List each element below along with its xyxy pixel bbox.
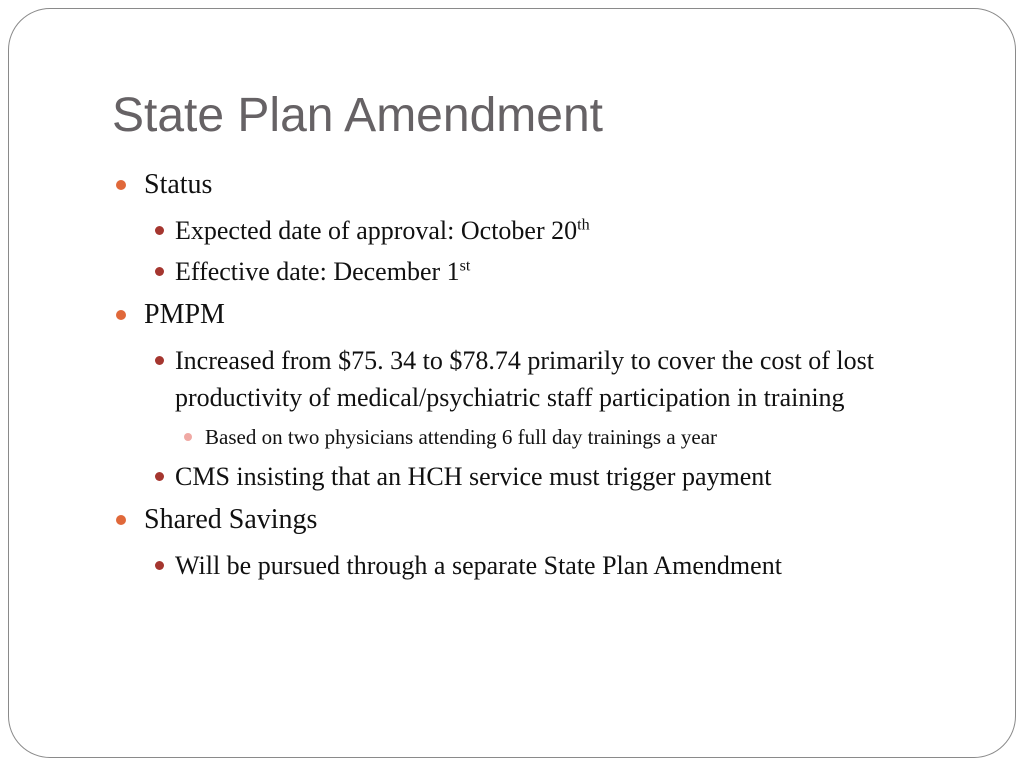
bullet-cms bbox=[112, 458, 972, 495]
bullet-shared-savings bbox=[112, 501, 972, 539]
bullet-dot-icon bbox=[116, 310, 126, 320]
bullet-dot-icon bbox=[116, 180, 126, 190]
bullet-dot-icon bbox=[155, 356, 164, 365]
bullet-approval-text: Expected date of approval: October 20 bbox=[175, 216, 578, 245]
bullet-dot-icon bbox=[184, 433, 192, 441]
ordinal-suffix: st bbox=[459, 257, 471, 275]
bullet-status bbox=[112, 166, 972, 204]
slide-title: State Plan Amendment bbox=[112, 89, 603, 142]
bullet-dot-icon bbox=[155, 472, 164, 481]
bullet-pmpm-increase-text: Increased from $75. 34 to $78.74 primarily to cover the cost of lost productivity of medical/psychiatric staff participation in training bbox=[175, 346, 874, 412]
ordinal-suffix: th bbox=[577, 216, 590, 234]
bullet-dot-icon bbox=[155, 226, 164, 235]
bullet-effective-date bbox=[112, 253, 972, 290]
bullet-pmpm bbox=[112, 296, 972, 334]
bullet-dot-icon bbox=[155, 561, 164, 570]
bullet-dot-icon bbox=[155, 267, 164, 276]
bullet-effective-text: Effective date: December 1 bbox=[175, 257, 460, 286]
bullet-dot-icon bbox=[116, 515, 126, 525]
bullet-shared-savings-text: Shared Savings bbox=[144, 504, 318, 535]
bullet-training-basis-text: Based on two physicians attending 6 full day trainings a year bbox=[205, 425, 718, 449]
bullet-separate-amendment-text: Will be pursued through a separate State Plan Amendment bbox=[175, 551, 782, 580]
bullet-training-basis bbox=[112, 422, 972, 452]
bullet-list bbox=[112, 166, 972, 584]
bullet-status-text: Status bbox=[144, 169, 213, 200]
bullet-separate-amendment bbox=[112, 547, 972, 584]
bullet-pmpm-increase bbox=[112, 342, 972, 416]
bullet-pmpm-text: PMPM bbox=[144, 299, 225, 330]
bullet-approval-date bbox=[112, 212, 972, 249]
bullet-cms-text: CMS insisting that an HCH service must trigger payment bbox=[175, 462, 772, 491]
